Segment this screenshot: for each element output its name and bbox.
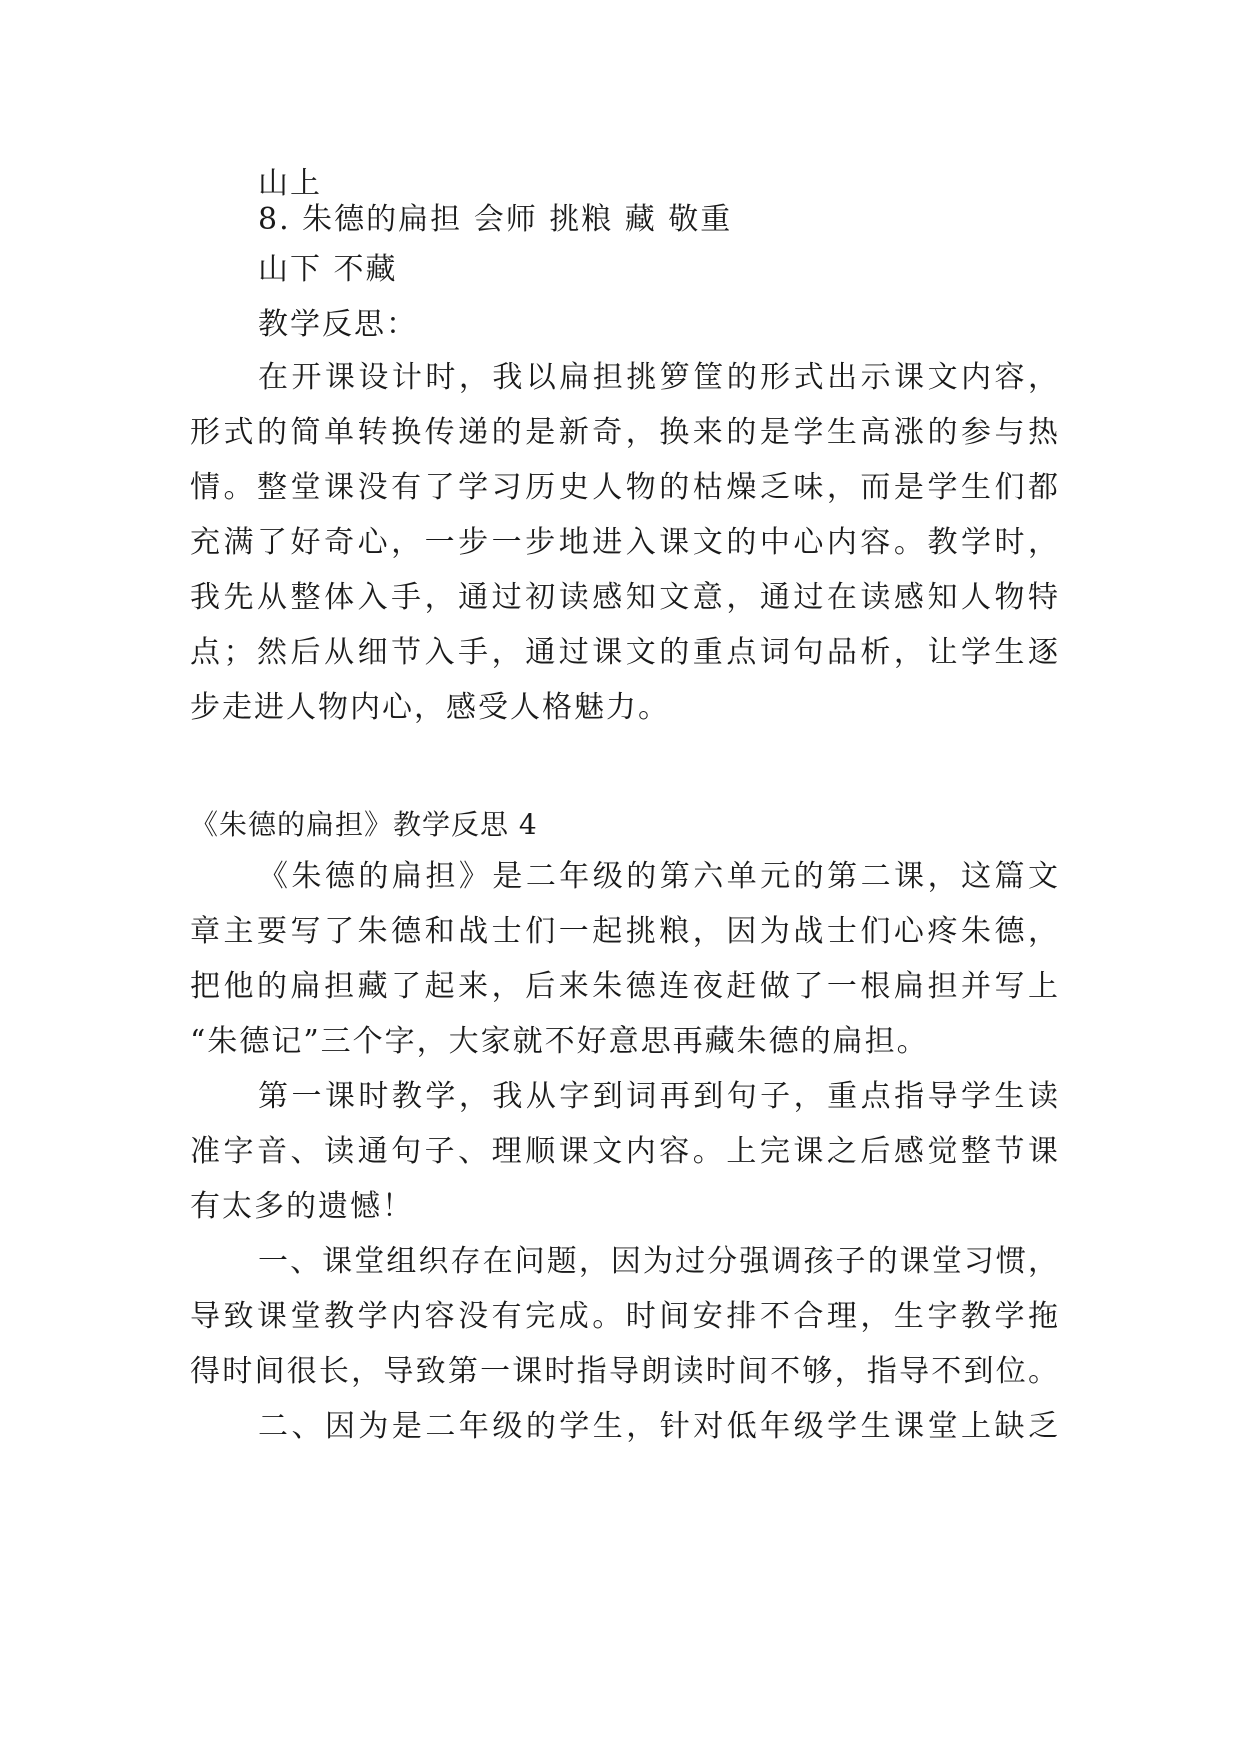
paragraph-line: 充满了好奇心，一步一步地进入课文的中心内容。教学时，	[190, 525, 1060, 560]
paragraph-line: 准字音、读通句子、理顺课文内容。上完课之后感觉整节课	[190, 1134, 1060, 1169]
paragraph-line: 形式的简单转换传递的是新奇，换来的是学生高涨的参与热	[190, 415, 1060, 450]
paragraph-line: “朱德记”三个字，大家就不好意思再藏朱德的扁担。	[190, 1024, 929, 1059]
paragraph-line: 得时间很长，导致第一课时指导朗读时间不够，指导不到位。	[190, 1354, 1060, 1389]
text-line: 山上	[258, 166, 322, 201]
paragraph-line: 章主要写了朱德和战士们一起挑粮，因为战士们心疼朱德，	[190, 914, 1060, 949]
paragraph-line: 情。整堂课没有了学习历史人物的枯燥乏味，而是学生们都	[190, 470, 1060, 505]
section-title: 《朱德的扁担》教学反思 4	[190, 808, 538, 841]
text-line: 8. 朱德的扁担 会师 挑粮 藏 敬重	[258, 202, 733, 237]
paragraph-line: 在开课设计时，我以扁担挑箩筐的形式出示课文内容，	[258, 360, 1060, 395]
paragraph-line: 第一课时教学，我从字到词再到句子，重点指导学生读	[258, 1079, 1060, 1114]
paragraph-line: 我先从整体入手，通过初读感知文意，通过在读感知人物特	[190, 580, 1060, 615]
paragraph-line: 有太多的遗憾！	[190, 1189, 414, 1224]
text-line: 教学反思：	[258, 307, 418, 342]
paragraph-line: 二、因为是二年级的学生，针对低年级学生课堂上缺乏	[258, 1409, 1060, 1444]
paragraph-line: 《朱德的扁担》是二年级的第六单元的第二课，这篇文	[258, 859, 1060, 894]
paragraph-line: 把他的扁担藏了起来，后来朱德连夜赶做了一根扁担并写上	[190, 969, 1060, 1004]
paragraph-line: 一、课堂组织存在问题，因为过分强调孩子的课堂习惯，	[258, 1244, 1060, 1279]
paragraph-line: 点；然后从细节入手，通过课文的重点词句品析，让学生逐	[190, 635, 1060, 670]
paragraph-line: 步走进人物内心，感受人格魅力。	[190, 690, 670, 725]
text-line: 山下 不藏	[258, 252, 398, 287]
paragraph-line: 导致课堂教学内容没有完成。时间安排不合理，生字教学拖	[190, 1299, 1060, 1334]
